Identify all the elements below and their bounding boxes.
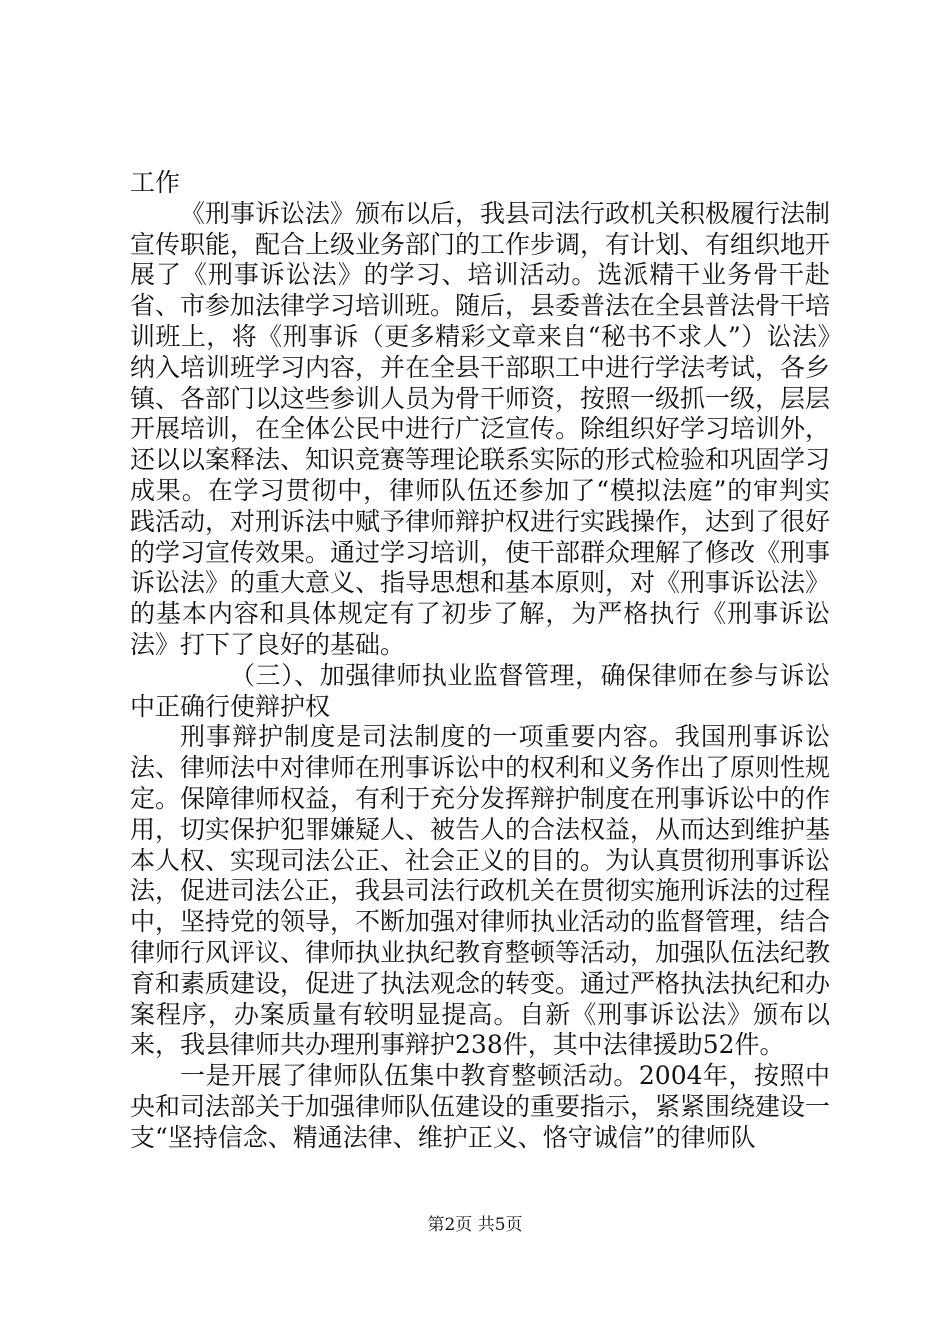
paragraph-law-publicity: 《刑事诉讼法》颁布以后，我县司法行政机关积极履行法制宣传职能，配合上级业务部门的工作步调，有计划、有组织地开展了《刑事诉讼法》的学习、培训活动。选派精干业务骨干赴省、市参加法律学习培训班。随后，县委普法在全县普法骨干培训班上，将《刑事诉（更多精彩文章来自“秘书不求人”）讼法》纳入培训班学习内容，并在全县干部职工中进行学法考试，各乡镇、各部门以这些参训人员为骨干师资，按照一级抓一级，层层开展培训，在全体公民中进行广泛宣传。除组织好学习培训外，还以以案释法、知识竞赛等理论联系实际的形式检验和巩固学习成果。在学习贯彻中，律师队伍还参加了“模拟法庭”的审判实践活动，对刑诉法中赋予律师辩护权进行实践操作，达到了很好的学习宣传效果。通过学习培训，使干部群众理解了修改《刑事诉讼法》的重大意义、指导思想和基本原则，对《刑事诉讼法》的基本内容和具体规定有了初步了解，为严格执行《刑事诉讼法》打下了良好的基础。 [130,198,831,659]
document-body [130,168,830,1154]
paragraph-continuation: 工作 [130,168,181,197]
paragraph-rectification: 一是开展了律师队伍集中教育整顿活动。2004年，按照中央和司法部关于加强律师队伍建设的重要指示，紧紧围绕建设一支“坚持信念、精通法律、维护正义、恪守诚信”的律师队 [130,1061,831,1152]
paragraph-defense-system: 刑事辩护制度是司法制度的一项重要内容。我国刑事诉讼法、律师法中对律师在刑事诉讼中的权利和义务作出了原则性规定。保障律师权益，有利于充分发挥辩护制度在刑事诉讼中的作用，切实保护犯罪嫌疑人、被告人的合法权益，从而达到维护基本人权、实现司法公正、社会正义的目的。为认真贯彻刑事诉讼法，促进司法公正，我县司法行政机关在贯彻实施刑诉法的过程中，坚持党的领导，不断加强对律师执业活动的监督管理，结合律师行风评议、律师执业执纪教育整顿等活动，加强队伍法纪教育和素质建设，促进了执法观念的转变。通过严格执法执纪和办案程序，办案质量有较明显提高。自新《刑事诉讼法》颁布以来，我县律师共办理刑事辩护238件，其中法律援助52件。 [130,722,831,1060]
page-number-footer: 第2页 共5页 [427,1215,523,1235]
section-subheading: （三）、加强律师执业监督管理，确保律师在参与诉讼中正确行使辩护权 [130,660,830,721]
